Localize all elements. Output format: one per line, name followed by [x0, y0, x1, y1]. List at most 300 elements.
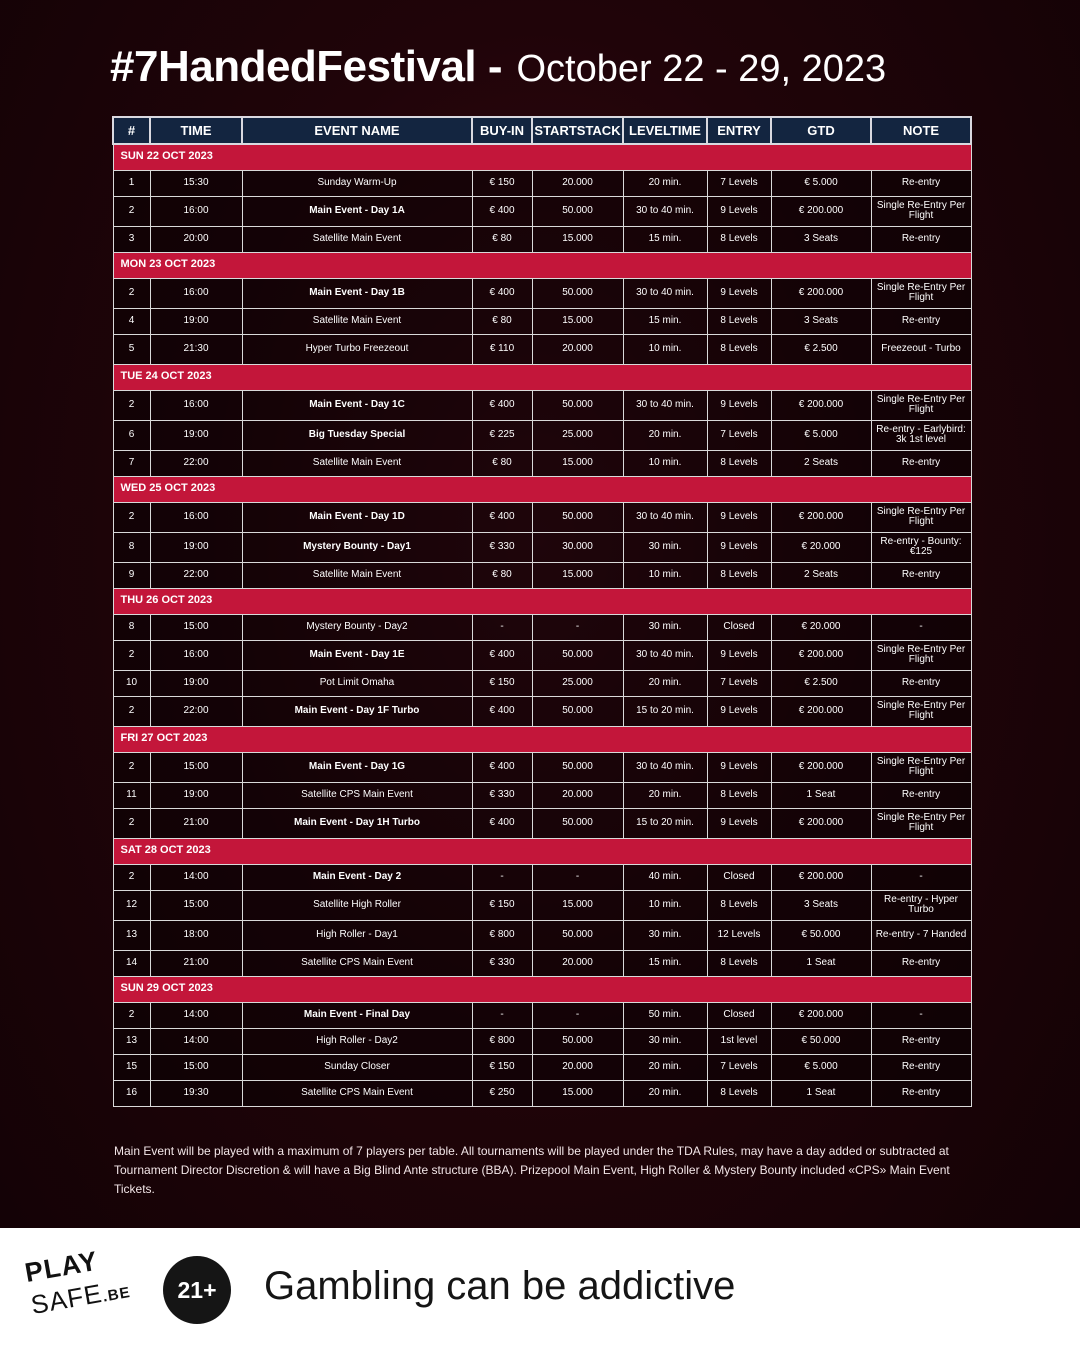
cell-startstack: 50.000: [532, 808, 623, 838]
cell-gtd: € 200.000: [771, 696, 871, 726]
cell-gtd: € 200.000: [771, 864, 871, 890]
cell-startstack: 15.000: [532, 562, 623, 588]
cell-event-name: Satellite High Roller: [242, 890, 472, 920]
cell-leveltime: 15 min.: [623, 226, 707, 252]
cell-leveltime: 50 min.: [623, 1002, 707, 1028]
cell-startstack: 25.000: [532, 670, 623, 696]
cell-startstack: 15.000: [532, 1080, 623, 1106]
cell-time: 19:00: [150, 308, 242, 334]
event-row: [113, 1028, 971, 1054]
cell-note: -: [871, 1002, 971, 1028]
cell-gtd: € 5.000: [771, 420, 871, 450]
event-row: [113, 334, 971, 364]
cell-leveltime: 10 min.: [623, 890, 707, 920]
cell-number: 2: [113, 696, 150, 726]
cell-buy-in: € 150: [472, 170, 532, 196]
cell-startstack: -: [532, 864, 623, 890]
col-header-note: NOTE: [871, 117, 971, 144]
cell-note: Re-entry - Earlybird: 3k 1st level: [871, 420, 971, 450]
col-header-leveltime: LEVELTIME: [623, 117, 707, 144]
cell-note: Re-entry: [871, 1028, 971, 1054]
cell-leveltime: 40 min.: [623, 864, 707, 890]
cell-number: 7: [113, 450, 150, 476]
cell-time: 15:00: [150, 752, 242, 782]
day-header-row: [113, 838, 971, 864]
cell-gtd: € 200.000: [771, 278, 871, 308]
cell-note: Re-entry: [871, 308, 971, 334]
cell-number: 2: [113, 1002, 150, 1028]
cell-entry: 9 Levels: [707, 390, 771, 420]
cell-number: 5: [113, 334, 150, 364]
day-label: SAT 28 OCT 2023: [113, 838, 971, 864]
cell-startstack: 15.000: [532, 226, 623, 252]
cell-event-name: Main Event - Day 1H Turbo: [242, 808, 472, 838]
col-header-number: #: [113, 117, 150, 144]
event-row: [113, 226, 971, 252]
cell-event-name: Satellite CPS Main Event: [242, 782, 472, 808]
cell-entry: 8 Levels: [707, 334, 771, 364]
cell-note: Re-entry: [871, 562, 971, 588]
cell-gtd: 3 Seats: [771, 890, 871, 920]
cell-number: 2: [113, 196, 150, 226]
cell-number: 15: [113, 1054, 150, 1080]
cell-time: 21:30: [150, 334, 242, 364]
age-badge: 21+: [163, 1256, 231, 1324]
day-label: TUE 24 OCT 2023: [113, 364, 971, 390]
cell-number: 14: [113, 950, 150, 976]
col-header-gtd: GTD: [771, 117, 871, 144]
col-header-time: TIME: [150, 117, 242, 144]
cell-startstack: 50.000: [532, 920, 623, 950]
cell-startstack: 50.000: [532, 196, 623, 226]
cell-note: Freezeout - Turbo: [871, 334, 971, 364]
event-row: [113, 278, 971, 308]
cell-entry: Closed: [707, 614, 771, 640]
cell-number: 2: [113, 640, 150, 670]
cell-event-name: Satellite CPS Main Event: [242, 950, 472, 976]
cell-note: Re-entry: [871, 170, 971, 196]
cell-leveltime: 10 min.: [623, 562, 707, 588]
cell-number: 12: [113, 890, 150, 920]
gambling-warning: Gambling can be addictive: [264, 1264, 736, 1308]
cell-gtd: € 200.000: [771, 390, 871, 420]
cell-gtd: € 200.000: [771, 1002, 871, 1028]
page-title: [110, 42, 990, 102]
cell-entry: Closed: [707, 1002, 771, 1028]
cell-event-name: Mystery Bounty - Day2: [242, 614, 472, 640]
title-hashtag: #7HandedFestival -: [110, 42, 503, 91]
cell-startstack: 50.000: [532, 502, 623, 532]
cell-time: 20:00: [150, 226, 242, 252]
cell-gtd: € 200.000: [771, 752, 871, 782]
cell-leveltime: 30 to 40 min.: [623, 196, 707, 226]
cell-time: 16:00: [150, 278, 242, 308]
cell-entry: Closed: [707, 864, 771, 890]
cell-entry: 1st level: [707, 1028, 771, 1054]
cell-time: 14:00: [150, 864, 242, 890]
cell-gtd: 3 Seats: [771, 308, 871, 334]
cell-startstack: 50.000: [532, 390, 623, 420]
cell-entry: 8 Levels: [707, 562, 771, 588]
cell-event-name: Pot Limit Omaha: [242, 670, 472, 696]
cell-time: 19:00: [150, 782, 242, 808]
cell-time: 22:00: [150, 696, 242, 726]
cell-buy-in: € 250: [472, 1080, 532, 1106]
col-header-buy-in: BUY-IN: [472, 117, 532, 144]
cell-leveltime: 15 to 20 min.: [623, 696, 707, 726]
cell-number: 2: [113, 864, 150, 890]
cell-gtd: € 5.000: [771, 1054, 871, 1080]
event-row: [113, 890, 971, 920]
cell-entry: 8 Levels: [707, 890, 771, 920]
cell-startstack: 20.000: [532, 1054, 623, 1080]
cell-event-name: Main Event - Day 1E: [242, 640, 472, 670]
cell-startstack: 15.000: [532, 890, 623, 920]
cell-event-name: High Roller - Day2: [242, 1028, 472, 1054]
event-row: [113, 614, 971, 640]
cell-entry: 8 Levels: [707, 226, 771, 252]
event-row: [113, 752, 971, 782]
cell-gtd: € 200.000: [771, 808, 871, 838]
col-header-event-name: EVENT NAME: [242, 117, 472, 144]
cell-time: 16:00: [150, 390, 242, 420]
day-label: WED 25 OCT 2023: [113, 476, 971, 502]
cell-note: Single Re-Entry Per Flight: [871, 808, 971, 838]
cell-gtd: € 50.000: [771, 1028, 871, 1054]
cell-time: 16:00: [150, 502, 242, 532]
cell-note: Re-entry: [871, 450, 971, 476]
cell-leveltime: 20 min.: [623, 1054, 707, 1080]
day-header-row: [113, 144, 971, 170]
cell-buy-in: € 225: [472, 420, 532, 450]
cell-event-name: Sunday Warm-Up: [242, 170, 472, 196]
cell-gtd: € 5.000: [771, 170, 871, 196]
cell-event-name: Satellite Main Event: [242, 562, 472, 588]
event-row: [113, 1080, 971, 1106]
cell-gtd: € 200.000: [771, 640, 871, 670]
cell-buy-in: € 800: [472, 1028, 532, 1054]
event-row: [113, 1002, 971, 1028]
schedule-body: [113, 144, 971, 1106]
cell-time: 16:00: [150, 640, 242, 670]
cell-leveltime: 30 min.: [623, 614, 707, 640]
cell-number: 6: [113, 420, 150, 450]
cell-buy-in: € 400: [472, 196, 532, 226]
cell-leveltime: 30 to 40 min.: [623, 502, 707, 532]
cell-number: 2: [113, 808, 150, 838]
cell-number: 13: [113, 920, 150, 950]
event-row: [113, 170, 971, 196]
cell-note: -: [871, 614, 971, 640]
cell-entry: 8 Levels: [707, 1080, 771, 1106]
cell-number: 11: [113, 782, 150, 808]
event-row: [113, 450, 971, 476]
cell-buy-in: € 150: [472, 890, 532, 920]
cell-entry: 9 Levels: [707, 752, 771, 782]
cell-gtd: 2 Seats: [771, 562, 871, 588]
cell-event-name: Main Event - Day 1B: [242, 278, 472, 308]
cell-leveltime: 30 to 40 min.: [623, 640, 707, 670]
cell-startstack: 20.000: [532, 170, 623, 196]
cell-startstack: 15.000: [532, 450, 623, 476]
cell-startstack: 50.000: [532, 640, 623, 670]
cell-buy-in: € 110: [472, 334, 532, 364]
cell-leveltime: 30 min.: [623, 920, 707, 950]
cell-gtd: € 200.000: [771, 196, 871, 226]
day-header-row: [113, 976, 971, 1002]
cell-number: 2: [113, 502, 150, 532]
event-row: [113, 1054, 971, 1080]
cell-leveltime: 15 min.: [623, 950, 707, 976]
cell-event-name: Main Event - Day 1A: [242, 196, 472, 226]
event-row: [113, 308, 971, 334]
title-dates: October 22 - 29, 2023: [516, 48, 887, 90]
cell-time: 15:30: [150, 170, 242, 196]
cell-note: Re-entry: [871, 950, 971, 976]
cell-time: 15:00: [150, 614, 242, 640]
cell-number: 2: [113, 278, 150, 308]
cell-number: 4: [113, 308, 150, 334]
cell-leveltime: 20 min.: [623, 170, 707, 196]
cell-entry: 8 Levels: [707, 782, 771, 808]
cell-time: 22:00: [150, 450, 242, 476]
cell-leveltime: 10 min.: [623, 334, 707, 364]
event-row: [113, 670, 971, 696]
cell-event-name: Main Event - Day 2: [242, 864, 472, 890]
cell-gtd: € 2.500: [771, 334, 871, 364]
cell-entry: 9 Levels: [707, 808, 771, 838]
cell-note: Re-entry: [871, 782, 971, 808]
cell-note: Re-entry: [871, 1054, 971, 1080]
cell-entry: 9 Levels: [707, 278, 771, 308]
logo-safe-word: SAFE: [28, 1277, 105, 1321]
cell-buy-in: € 150: [472, 670, 532, 696]
cell-event-name: Big Tuesday Special: [242, 420, 472, 450]
cell-gtd: € 50.000: [771, 920, 871, 950]
cell-note: Re-entry: [871, 226, 971, 252]
col-header-startstack: STARTSTACK: [532, 117, 623, 144]
cell-startstack: -: [532, 614, 623, 640]
cell-note: Re-entry: [871, 1080, 971, 1106]
cell-leveltime: 10 min.: [623, 450, 707, 476]
cell-number: 3: [113, 226, 150, 252]
cell-note: Single Re-Entry Per Flight: [871, 502, 971, 532]
cell-buy-in: € 330: [472, 532, 532, 562]
cell-gtd: 1 Seat: [771, 950, 871, 976]
cell-number: 1: [113, 170, 150, 196]
playsafe-logo: [22, 1245, 138, 1328]
cell-startstack: 50.000: [532, 278, 623, 308]
day-header-row: [113, 252, 971, 278]
event-row: [113, 562, 971, 588]
cell-buy-in: € 400: [472, 808, 532, 838]
cell-buy-in: € 400: [472, 752, 532, 782]
day-header-row: [113, 364, 971, 390]
footnote: Main Event will be played with a maximum of 7 players per table. All tournaments will be played under the TDA Rules, may have a day added or subtracted at Tournament Director Discretion & will have a Big Blind Ante structure (BBA). Prizepool Main Event, High Roller & Mystery Bounty included «CPS» Main Event Tickets.: [114, 1144, 950, 1196]
cell-time: 21:00: [150, 950, 242, 976]
cell-gtd: 3 Seats: [771, 226, 871, 252]
cell-buy-in: -: [472, 614, 532, 640]
cell-event-name: Main Event - Day 1G: [242, 752, 472, 782]
cell-startstack: 20.000: [532, 334, 623, 364]
day-label: MON 23 OCT 2023: [113, 252, 971, 278]
cell-entry: 9 Levels: [707, 696, 771, 726]
cell-time: 15:00: [150, 890, 242, 920]
event-row: [113, 390, 971, 420]
cell-event-name: Main Event - Day 1D: [242, 502, 472, 532]
cell-buy-in: -: [472, 864, 532, 890]
cell-leveltime: 30 min.: [623, 532, 707, 562]
cell-number: 8: [113, 614, 150, 640]
event-row: [113, 640, 971, 670]
cell-time: 19:00: [150, 420, 242, 450]
cell-buy-in: € 400: [472, 696, 532, 726]
cell-event-name: Satellite Main Event: [242, 308, 472, 334]
cell-startstack: 30.000: [532, 532, 623, 562]
cell-time: 22:00: [150, 562, 242, 588]
cell-time: 15:00: [150, 1054, 242, 1080]
cell-buy-in: € 330: [472, 782, 532, 808]
event-row: [113, 950, 971, 976]
cell-note: Single Re-Entry Per Flight: [871, 640, 971, 670]
cell-buy-in: € 80: [472, 308, 532, 334]
cell-entry: 9 Levels: [707, 502, 771, 532]
cell-leveltime: 20 min.: [623, 670, 707, 696]
cell-note: Single Re-Entry Per Flight: [871, 752, 971, 782]
cell-entry: 7 Levels: [707, 670, 771, 696]
cell-entry: 7 Levels: [707, 1054, 771, 1080]
cell-event-name: Mystery Bounty - Day1: [242, 532, 472, 562]
cell-buy-in: € 80: [472, 450, 532, 476]
cell-note: Single Re-Entry Per Flight: [871, 278, 971, 308]
cell-startstack: 50.000: [532, 1028, 623, 1054]
logo-play-text: PLAY: [22, 1245, 101, 1289]
schedule-table: [112, 116, 972, 1107]
day-label: FRI 27 OCT 2023: [113, 726, 971, 752]
cell-buy-in: € 80: [472, 562, 532, 588]
cell-leveltime: 20 min.: [623, 782, 707, 808]
cell-entry: 8 Levels: [707, 950, 771, 976]
cell-entry: 9 Levels: [707, 532, 771, 562]
cell-startstack: -: [532, 1002, 623, 1028]
cell-entry: 7 Levels: [707, 420, 771, 450]
day-label: SUN 22 OCT 2023: [113, 144, 971, 170]
cell-entry: 9 Levels: [707, 196, 771, 226]
cell-startstack: 20.000: [532, 950, 623, 976]
cell-entry: 8 Levels: [707, 308, 771, 334]
cell-leveltime: 30 to 40 min.: [623, 752, 707, 782]
cell-leveltime: 30 to 40 min.: [623, 390, 707, 420]
cell-number: 2: [113, 752, 150, 782]
cell-startstack: 15.000: [532, 308, 623, 334]
event-row: [113, 920, 971, 950]
cell-gtd: 2 Seats: [771, 450, 871, 476]
day-label: THU 26 OCT 2023: [113, 588, 971, 614]
cell-entry: 9 Levels: [707, 640, 771, 670]
logo-be-text: .BE: [101, 1283, 132, 1306]
cell-note: -: [871, 864, 971, 890]
event-row: [113, 420, 971, 450]
cell-event-name: Main Event - Final Day: [242, 1002, 472, 1028]
cell-buy-in: € 80: [472, 226, 532, 252]
cell-number: 8: [113, 532, 150, 562]
cell-gtd: € 20.000: [771, 532, 871, 562]
cell-leveltime: 15 min.: [623, 308, 707, 334]
cell-event-name: Satellite CPS Main Event: [242, 1080, 472, 1106]
cell-buy-in: -: [472, 1002, 532, 1028]
day-header-row: [113, 588, 971, 614]
cell-gtd: € 200.000: [771, 502, 871, 532]
day-header-row: [113, 476, 971, 502]
event-row: [113, 782, 971, 808]
cell-note: Re-entry - 7 Handed: [871, 920, 971, 950]
cell-buy-in: € 150: [472, 1054, 532, 1080]
cell-leveltime: 20 min.: [623, 1080, 707, 1106]
cell-entry: 12 Levels: [707, 920, 771, 950]
cell-event-name: Main Event - Day 1F Turbo: [242, 696, 472, 726]
event-row: [113, 196, 971, 226]
event-row: [113, 808, 971, 838]
cell-event-name: Satellite Main Event: [242, 450, 472, 476]
day-label: SUN 29 OCT 2023: [113, 976, 971, 1002]
cell-startstack: 50.000: [532, 752, 623, 782]
cell-gtd: € 2.500: [771, 670, 871, 696]
cell-entry: 7 Levels: [707, 170, 771, 196]
cell-note: Re-entry: [871, 670, 971, 696]
event-row: [113, 532, 971, 562]
cell-gtd: 1 Seat: [771, 1080, 871, 1106]
cell-time: 14:00: [150, 1002, 242, 1028]
cell-number: 10: [113, 670, 150, 696]
cell-number: 2: [113, 390, 150, 420]
cell-note: Re-entry - Bounty: €125: [871, 532, 971, 562]
cell-startstack: 20.000: [532, 782, 623, 808]
cell-time: 14:00: [150, 1028, 242, 1054]
cell-gtd: € 20.000: [771, 614, 871, 640]
event-row: [113, 864, 971, 890]
cell-number: 13: [113, 1028, 150, 1054]
cell-time: 16:00: [150, 196, 242, 226]
cell-time: 18:00: [150, 920, 242, 950]
event-row: [113, 696, 971, 726]
cell-note: Single Re-Entry Per Flight: [871, 696, 971, 726]
cell-event-name: Main Event - Day 1C: [242, 390, 472, 420]
cell-event-name: High Roller - Day1: [242, 920, 472, 950]
cell-leveltime: 15 to 20 min.: [623, 808, 707, 838]
cell-event-name: Hyper Turbo Freezeout: [242, 334, 472, 364]
cell-startstack: 25.000: [532, 420, 623, 450]
table-header-row: [113, 117, 971, 144]
day-header-row: [113, 726, 971, 752]
cell-leveltime: 30 min.: [623, 1028, 707, 1054]
cell-entry: 8 Levels: [707, 450, 771, 476]
cell-time: 19:00: [150, 670, 242, 696]
cell-gtd: 1 Seat: [771, 782, 871, 808]
cell-number: 9: [113, 562, 150, 588]
cell-time: 21:00: [150, 808, 242, 838]
cell-startstack: 50.000: [532, 696, 623, 726]
cell-leveltime: 20 min.: [623, 420, 707, 450]
cell-number: 16: [113, 1080, 150, 1106]
cell-buy-in: € 800: [472, 920, 532, 950]
cell-buy-in: € 400: [472, 640, 532, 670]
cell-buy-in: € 400: [472, 390, 532, 420]
cell-buy-in: € 330: [472, 950, 532, 976]
cell-time: 19:30: [150, 1080, 242, 1106]
event-row: [113, 502, 971, 532]
cell-time: 19:00: [150, 532, 242, 562]
footer-bar: [0, 1228, 1080, 1350]
